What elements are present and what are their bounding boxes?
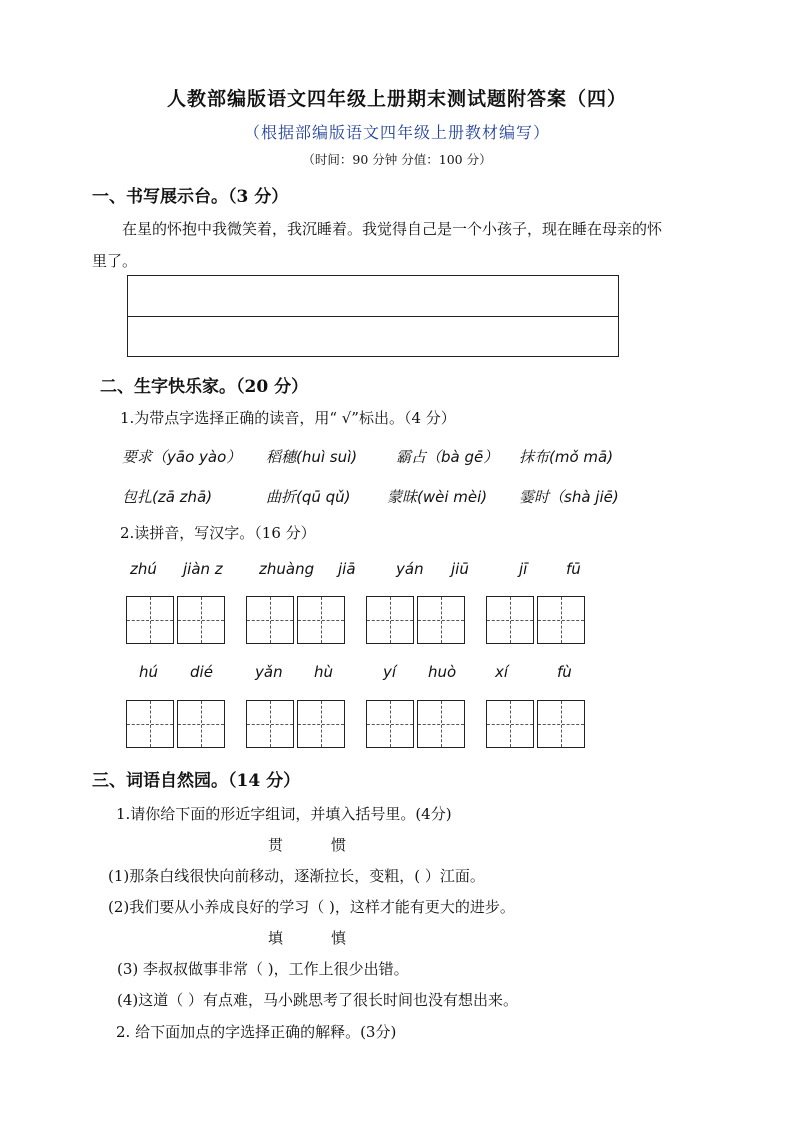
tianzige-cell[interactable] — [126, 596, 174, 644]
tianzige-cell[interactable] — [246, 596, 294, 644]
pronunciation-choice: 霎时（shà jiē) — [519, 488, 619, 506]
section1-heading: 一、书写展示台。（3 分） — [92, 187, 289, 207]
fill-sentence: (4)这道（ ）有点难，马小跳思考了很长时间也没有想出来。 — [117, 991, 519, 1009]
pinyin-label: yí — [383, 663, 397, 681]
pinyin-label: zhú — [130, 560, 157, 578]
tianzige-cell[interactable] — [126, 700, 174, 748]
pronunciation-choice: 曲折(qū qǔ) — [266, 488, 351, 506]
tianzige-cell[interactable] — [417, 700, 465, 748]
section3-heading: 三、词语自然园。（14 分） — [92, 771, 301, 791]
pronunciation-choice: 蒙昧(wèi mèi) — [387, 488, 488, 506]
fill-sentence: (3) 李叔叔做事非常（ )，工作上很少出错。 — [117, 960, 409, 978]
tianzige-cell[interactable] — [537, 596, 585, 644]
pinyin-label: jiā — [338, 560, 356, 578]
page-title: 人教部编版语文四年级上册期末测试题附答案（四） — [166, 88, 627, 110]
page-subtitle: （根据部编版语文四年级上册教材编写） — [243, 123, 550, 142]
tianzige-cell[interactable] — [177, 596, 225, 644]
fill-sentence: (2)我们要从小养成良好的学习（ )，这样才能有更大的进步。 — [108, 898, 515, 916]
section2-heading: 二、生字快乐家。（20 分） — [100, 377, 309, 397]
pinyin-label: jī — [519, 560, 528, 578]
pronunciation-choice: 稻穗(huì suì) — [266, 448, 358, 466]
pinyin-label: fù — [557, 663, 572, 681]
pronunciation-choice: 抹布(mǒ mā) — [519, 448, 614, 466]
pinyin-label: jiū — [451, 560, 469, 578]
similar-char: 填 — [268, 929, 284, 947]
similar-char: 惯 — [331, 836, 347, 854]
time-score-info: （时间：90 分钟 分值：100 分） — [302, 152, 492, 167]
pinyin-label: zhuàng — [259, 560, 315, 578]
similar-char: 贯 — [268, 836, 284, 854]
tianzige-cell[interactable] — [246, 700, 294, 748]
handwriting-box-divider — [128, 316, 618, 317]
section3-question2: 2. 给下面加点的字选择正确的解释。(3分) — [116, 1023, 397, 1041]
section2-question1: 1.为带点字选择正确的读音，用“ √”标出。（4 分） — [120, 409, 456, 427]
handwriting-box[interactable] — [127, 275, 619, 357]
tianzige-cell[interactable] — [486, 700, 534, 748]
section1-passage-line1: 在星的怀抱中我微笑着，我沉睡着。我觉得自己是一个小孩子，现在睡在母亲的怀 — [122, 220, 663, 238]
tianzige-cell[interactable] — [177, 700, 225, 748]
section2-question2: 2.读拼音，写汉字。（16 分） — [120, 524, 316, 542]
section3-question1: 1.请你给下面的形近字组词，并填入括号里。(4分) — [116, 805, 452, 823]
pinyin-label: fū — [566, 560, 581, 578]
pinyin-label: jiàn z — [183, 560, 223, 578]
pronunciation-choice: 包扎(zā zhā) — [122, 488, 213, 506]
tianzige-cell[interactable] — [297, 700, 345, 748]
pronunciation-choice: 霸占（bà gē） — [396, 448, 499, 466]
similar-char: 慎 — [331, 929, 347, 947]
pinyin-label: huò — [428, 663, 457, 681]
pinyin-label: dié — [190, 663, 213, 681]
pinyin-label: hú — [139, 663, 159, 681]
pinyin-label: yǎn — [255, 663, 283, 681]
tianzige-cell[interactable] — [537, 700, 585, 748]
tianzige-cell[interactable] — [297, 596, 345, 644]
tianzige-cell[interactable] — [417, 596, 465, 644]
tianzige-cell[interactable] — [366, 596, 414, 644]
fill-sentence: (1)那条白线很快向前移动，逐渐拉长，变粗，( ）江面。 — [108, 867, 485, 885]
pinyin-label: xí — [495, 663, 509, 681]
tianzige-cell[interactable] — [366, 700, 414, 748]
pinyin-label: hù — [314, 663, 334, 681]
tianzige-cell[interactable] — [486, 596, 534, 644]
pronunciation-choice: 要求（yāo yào） — [122, 448, 242, 466]
pinyin-label: yán — [396, 560, 424, 578]
section1-passage-line2: 里了。 — [92, 252, 138, 270]
